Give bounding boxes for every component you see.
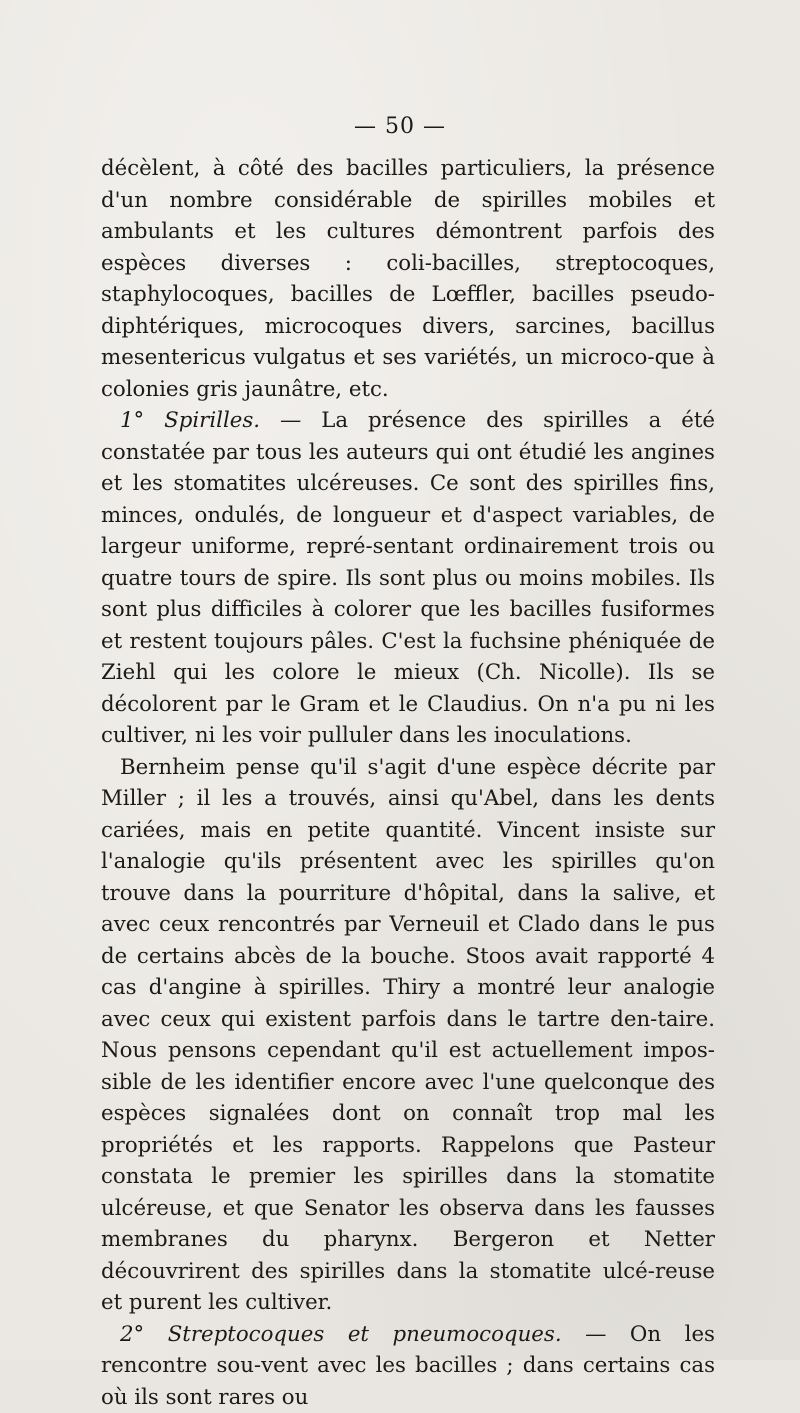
paragraph-text: — La présence des spirilles a été constatée par tous les auteurs qui ont étudié les angines et les stomatites ulcéreuses. Ce sont des spirilles fins, minces, ondulés, de longueur et d'aspect variables, de largeur uniforme, repré-sentant ordinairement trois ou quatre tours de spire. Ils sont plus ou moins mobiles. Ils sont plus difficiles à colorer que les bacilles fusiformes et restent toujours pâles. C'est la fuchsine phéniquée de Ziehl qui les colore le mieux (Ch. Nicolle). Ils se décolorent par le Gram et le Claudius. On n'a pu ni les cultiver, ni les voir pulluler dans les inoculations. [101,408,715,748]
page-number: — 50 — [0,114,800,139]
paragraph: décèlent, à côté des bacilles particuliers, la présence d'un nombre considérable de spirilles mobiles et ambulants et les cultures démontrent parfois des espèces diverses : coli-bacilles, streptocoques, staphylocoques, bacilles de Lœffler, bacilles pseudo-diphtériques, microcoques divers, sarcines, bacillus mesentericus vulgatus et ses variétés, un microco-que à colonies gris jaunâtre, etc. [101,153,715,405]
paragraph-text: — On les rencontre sou-vent avec les bacilles ; dans certains cas où ils sont rares ou [101,1322,715,1410]
paragraph-spirilles [101,405,715,752]
section-heading-spirilles: 1° Spirilles. [120,408,260,433]
section-heading-streptocoques: 2° Streptocoques et pneumocoques. [120,1322,562,1347]
paragraph: Bernheim pense qu'il s'agit d'une espèce décrite par Miller ; il les a trouvés, ainsi qu'Abel, dans les dents cariées, mais en petite quantité. Vincent insiste sur l'analogie qu'ils présentent avec les spirilles qu'on trouve dans la pourriture d'hôpital, dans la salive, et avec ceux rencontrés par Verneuil et Clado dans le pus de certains abcès de la bouche. Stoos avait rapporté 4 cas d'angine à spirilles. Thiry a montré leur analogie avec ceux qui existent parfois dans le tartre den-taire. Nous pensons cependant qu'il est actuellement impos-sible de les identifier encore avec l'une quelconque des espèces signalées dont on connaît trop mal les propriétés et les rapports. Rappelons que Pasteur constata le premier les spirilles dans la stomatite ulcéreuse, et que Senator les observa dans les fausses membranes du pharynx. Bergeron et Netter découvrirent des spirilles dans la stomatite ulcé-reuse et purent les cultiver. [101,752,715,1319]
body-text [101,153,715,1413]
paragraph-streptocoques [101,1319,715,1413]
